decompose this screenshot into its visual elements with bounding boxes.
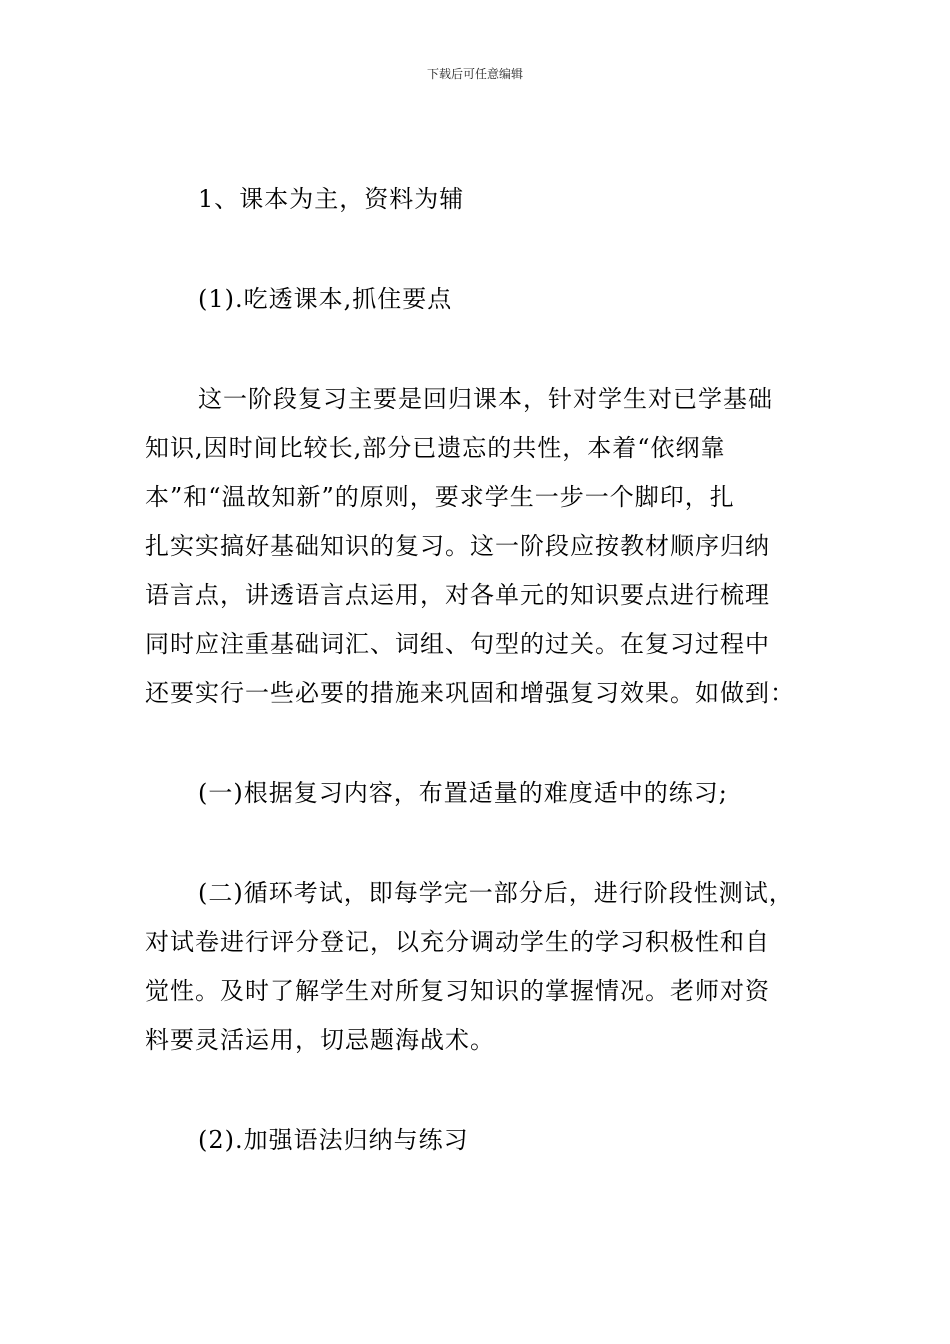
paragraph-line: 觉性。及时了解学生对所复习知识的掌握情况。老师对资: [145, 977, 770, 1005]
subsection-heading: (2).加强语法归纳与练习: [198, 1126, 469, 1154]
list-item: (一)根据复习内容，布置适量的难度适中的练习;: [198, 779, 728, 807]
paragraph-line: (二)循环考试，即每学完一部分后，进行阶段性测试，: [198, 879, 794, 907]
paragraph-line: 扎实实搞好基础知识的复习。这一阶段应按教材顺序归纳: [145, 532, 770, 560]
page-header: 下载后可任意编辑: [426, 67, 523, 81]
paragraph-line: 同时应注重基础词汇、词组、句型的过关。在复习过程中: [145, 630, 770, 658]
paragraph-line: 知识,因时间比较长,部分已遗忘的共性，本着“依纲靠: [145, 434, 726, 462]
paragraph-line: 本”和“温故知新”的原则，要求学生一步一个脚印，扎: [145, 483, 735, 511]
section-heading: 1、课本为主，资料为辅: [198, 185, 465, 213]
paragraph-line: 语言点，讲透语言点运用，对各单元的知识要点进行梳理: [145, 581, 770, 609]
paragraph-line: 对试卷进行评分登记，以充分调动学生的学习积极性和自: [145, 928, 770, 956]
subsection-heading: (1).吃透课本,抓住要点: [198, 285, 453, 313]
paragraph-line: 料要灵活运用，切忌题海战术。: [145, 1026, 495, 1054]
paragraph-line: 这一阶段复习主要是回归课本，针对学生对已学基础: [198, 385, 773, 413]
paragraph-line: 还要实行一些必要的措施来巩固和增强复习效果。如做到：: [145, 679, 795, 707]
